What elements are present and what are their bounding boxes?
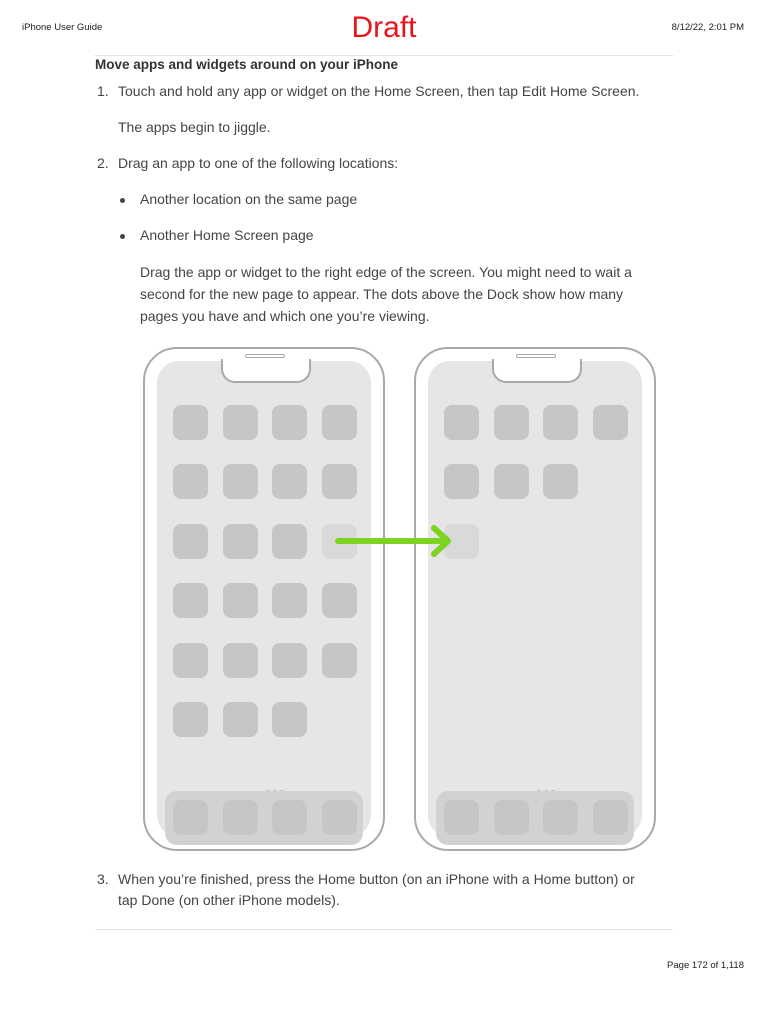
- step-1-text: Touch and hold any app or widget on the Home Screen, then tap Edit Home Screen.: [118, 83, 640, 99]
- bullet-item-other-page: Another Home Screen page: [140, 227, 314, 243]
- bullet-detail-line-1: Drag the app or widget to the right edge of the screen. You might need to wait a: [140, 264, 632, 280]
- app-icon: [494, 405, 529, 440]
- app-icon: [173, 405, 208, 440]
- dock: [436, 791, 634, 845]
- app-icon: [173, 464, 208, 499]
- app-icon: [173, 524, 208, 559]
- dock-app-icon: [543, 800, 578, 835]
- app-icon: [543, 405, 578, 440]
- dock-app-icon: [593, 800, 628, 835]
- app-icon: [223, 702, 258, 737]
- app-icon: [173, 643, 208, 678]
- step-2-number: 2.: [97, 155, 109, 171]
- app-icon: [593, 405, 628, 440]
- app-icon: [272, 702, 307, 737]
- phone-notch: [221, 359, 311, 383]
- print-timestamp: 8/12/22, 2:01 PM: [671, 22, 744, 33]
- step-3-text-line-2: tap Done (on other iPhone models).: [118, 892, 340, 908]
- phone-speaker: [245, 354, 285, 358]
- dock-app-icon: [444, 800, 479, 835]
- bullet-item-same-page: Another location on the same page: [140, 191, 358, 207]
- drag-arrow-icon: [330, 522, 460, 562]
- bottom-divider: [95, 929, 673, 930]
- app-icon: [272, 524, 307, 559]
- app-icon: [173, 702, 208, 737]
- app-icon: [322, 405, 357, 440]
- bullet-detail-line-2: second for the new page to appear. The dots above the Dock show how many: [140, 286, 624, 302]
- app-icon: [322, 464, 357, 499]
- phone-illustration-after: [414, 347, 656, 851]
- app-icon: [322, 643, 357, 678]
- app-icon: [223, 524, 258, 559]
- step-2-text: Drag an app to one of the following locations:: [118, 155, 399, 171]
- app-icon: [223, 643, 258, 678]
- app-icon: [272, 643, 307, 678]
- section-heading: Move apps and widgets around on your iPhone: [95, 57, 399, 72]
- step-1-result: The apps begin to jiggle.: [118, 119, 271, 135]
- phone-speaker: [516, 354, 556, 358]
- dock-app-icon: [322, 800, 357, 835]
- app-icon: [223, 464, 258, 499]
- step-1-number: 1.: [97, 83, 109, 99]
- home-screen-new-page: [428, 361, 642, 837]
- app-icon: [272, 464, 307, 499]
- app-icon: [223, 405, 258, 440]
- bullet-detail-line-3: pages you have and which one you’re viewing.: [140, 308, 430, 324]
- app-icon: [444, 464, 479, 499]
- dock-app-icon: [494, 800, 529, 835]
- bullet-dot: [120, 234, 125, 239]
- phone-notch: [492, 359, 582, 383]
- dock: [165, 791, 363, 845]
- app-icon: [272, 405, 307, 440]
- dock-app-icon: [223, 800, 258, 835]
- app-icon: [272, 583, 307, 618]
- app-icon: [173, 583, 208, 618]
- draft-watermark: Draft: [351, 11, 417, 44]
- app-icon: [494, 464, 529, 499]
- bullet-dot: [120, 198, 125, 203]
- dock-app-icon: [173, 800, 208, 835]
- step-3-text-line-1: When you’re finished, press the Home button (on an iPhone with a Home button) or: [118, 871, 635, 887]
- guide-title: iPhone User Guide: [22, 22, 103, 33]
- app-icon: [543, 464, 578, 499]
- dock-app-icon: [272, 800, 307, 835]
- app-icon: [223, 583, 258, 618]
- page-number: Page 172 of 1,118: [667, 960, 744, 971]
- top-divider: [95, 55, 673, 56]
- home-screen: [157, 361, 371, 837]
- app-icon: [444, 405, 479, 440]
- step-3-number: 3.: [97, 871, 109, 887]
- app-icon: [322, 583, 357, 618]
- phone-illustration-before: [143, 347, 385, 851]
